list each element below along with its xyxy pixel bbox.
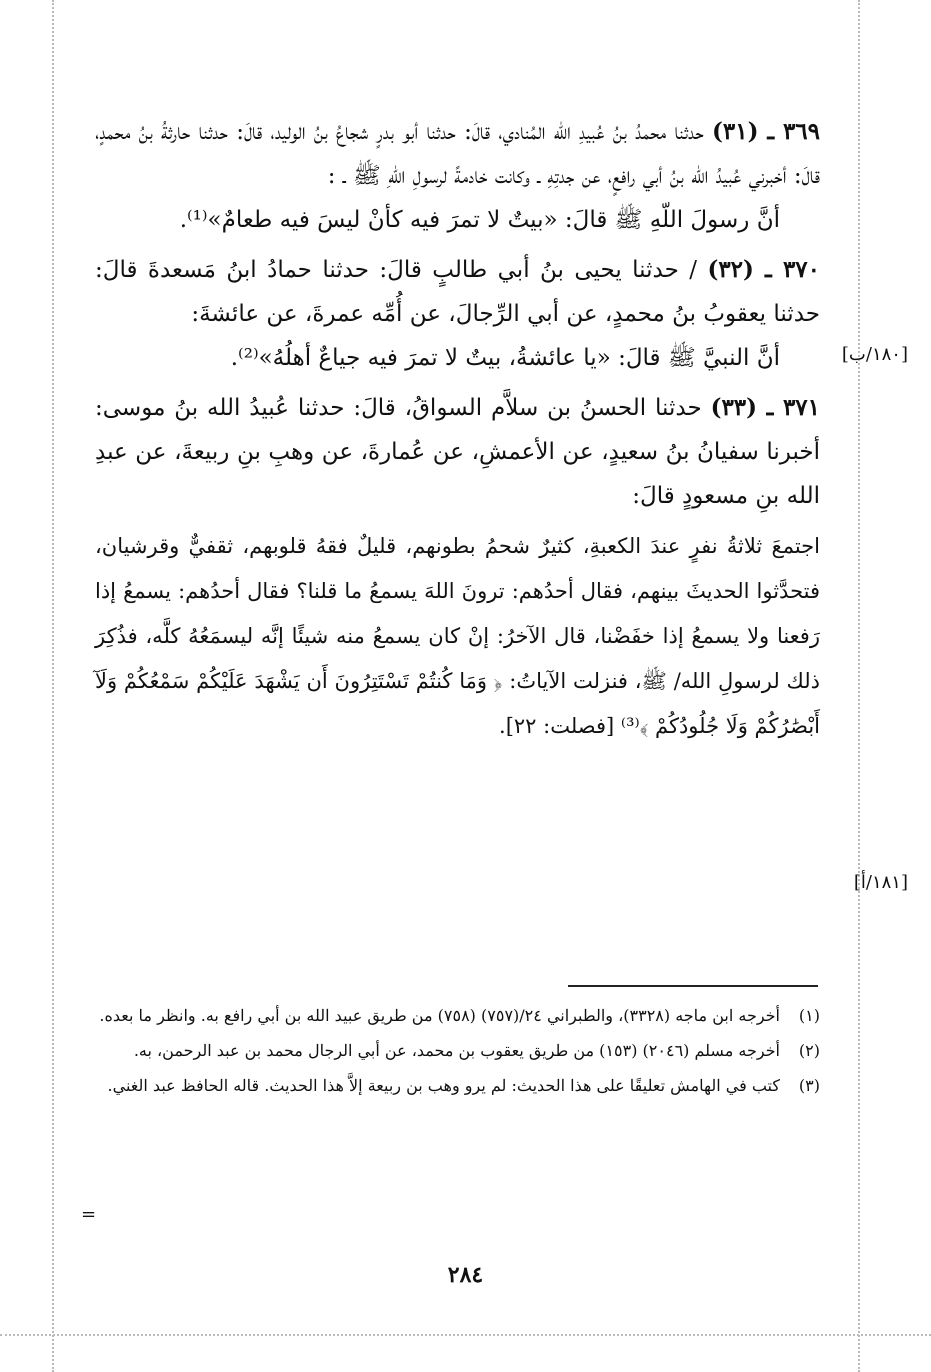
scan-guide-line [52,0,54,1372]
scan-guide-line [858,0,860,1372]
footnote-text: أخرجه ابن ماجه (٣٣٢٨)، والطبراني ٢٤/(٧٥٧) (٧٥٨) من طريق عبيد الله بن أبي رافع به. وانظر ما بعده. [99,1006,780,1025]
footnote-number: (٢) [798,1041,820,1060]
hadith-371 [95,386,820,749]
footnote [88,1070,820,1101]
hadith-369 [95,110,820,242]
hadith-matn: أنَّ النبيَّ ﷺ قالَ: «يا عائشةُ، بيتٌ لا تمرَ فيه جياعٌ أهلُهُ»⁽²⁾. [230,345,780,371]
hadith-isnad: حدثنا محمدُ بنُ عُبيدِ الله المُنادي، قالَ: حدثنا أبو بدرٍ شجاعُ بنُ الوليد، قالَ: حدثنا حارثةُ بنُ محمدٍ، قالَ: أخبرني عُبيدُ اللّه بنُ أبي رافعٍ، عن جدتِهِ ـ وكانت خادمةً لرسولِ اللّهِ ﷺ ـ : [95,119,820,189]
margin-folio-ref: [١٨١/أ] [853,872,908,893]
main-text [95,110,820,755]
footnote-text: كتب في الهامش تعليقًا على هذا الحديث: لم يرو وهب بن ربيعة إلاَّ هذا الحديث. قاله الحافظ عبد الغني. [107,1076,780,1095]
footnote-separator [568,985,818,987]
page-number: ٢٨٤ [447,1262,484,1288]
margin-folio-ref: [١٨٠/ب] [841,344,908,365]
footnote [88,1000,820,1031]
footnote-text: أخرجه مسلم (٢٠٤٦) (١٥٣) من طريق يعقوب بن محمد، عن أبي الرجال محمد بن عبد الرحمن، به. [133,1041,780,1060]
footnote [88,1035,820,1066]
hadith-isnad: / حدثنا يحيى بنُ أبي طالبٍ قالَ: حدثنا حمادُ ابنُ مَسعدةَ قالَ: حدثنا يعقوبُ بنُ محمدٍ، عن أبي الرِّجالَ، عن أُمِّه عمرةَ، عن عائشةَ: [95,257,820,327]
footnote-number: (١) [798,1006,820,1025]
footnotes [88,1000,820,1105]
footnote-number: (٣) [798,1076,820,1095]
hadith-matn: أنَّ رسولَ اللّهِ ﷺ قالَ: «بيتٌ لا تمرَ فيه كأنْ ليسَ فيه طعامٌ»⁽¹⁾. [179,207,780,233]
hadith-number: ٣٧٠ ـ (٣٢) [707,256,820,283]
hadith-isnad: حدثنا الحسنُ بن سلاَّم السواقُ، قالَ: حدثنا عُبيدُ الله بنُ موسى: أخبرنا سفيانُ بنُ سعيدٍ، عن الأعمشِ، عن عُمارةَ، عن وهبِ بنِ ربيعةَ، عن عبدِ الله بنِ مسعودٍ قالَ: [95,395,820,509]
scan-guide-line [0,1334,931,1336]
hadith-370 [95,248,820,380]
hadith-number: ٣٧١ ـ (٣٣) [710,394,820,421]
hadith-matn: اجتمعَ ثلاثةُ نفرٍ عندَ الكعبةِ، كثيرٌ شحمُ بطونهم، قليلٌ فقهُ قلوبهم، ثقفيٌّ وقرشيان، فتحدَّثوا الحديثَ بينهم، فقال أحدُهم: ترونَ اللهَ يسمعُ ما قلنا؟ فقال أحدُهم: يسمعُ إذا رَفعنا ولا يسمعُ إذا خفَضْنا، قال الآخرُ: إنْ كان يسمعُ منه شيئًا إنَّه ليسمَعُهُ كلَّه، فذُكِرَ ذلك لرسولِ الله/ ﷺ، فنزلت الآياتُ: ﴿ وَمَا كُنتُمْ تَسْتَتِرُونَ أَن يَشْهَدَ عَلَيْكُمْ سَمْعُكُمْ وَلَآ أَبْصَٰرُكُمْ وَلَا جُلُودُكُمْ ﴾⁽³⁾ [فصلت: ٢٢]. [95,534,820,738]
edge-mark: = [81,1204,97,1225]
hadith-number: ٣٦٩ ـ (٣١) [712,118,820,145]
